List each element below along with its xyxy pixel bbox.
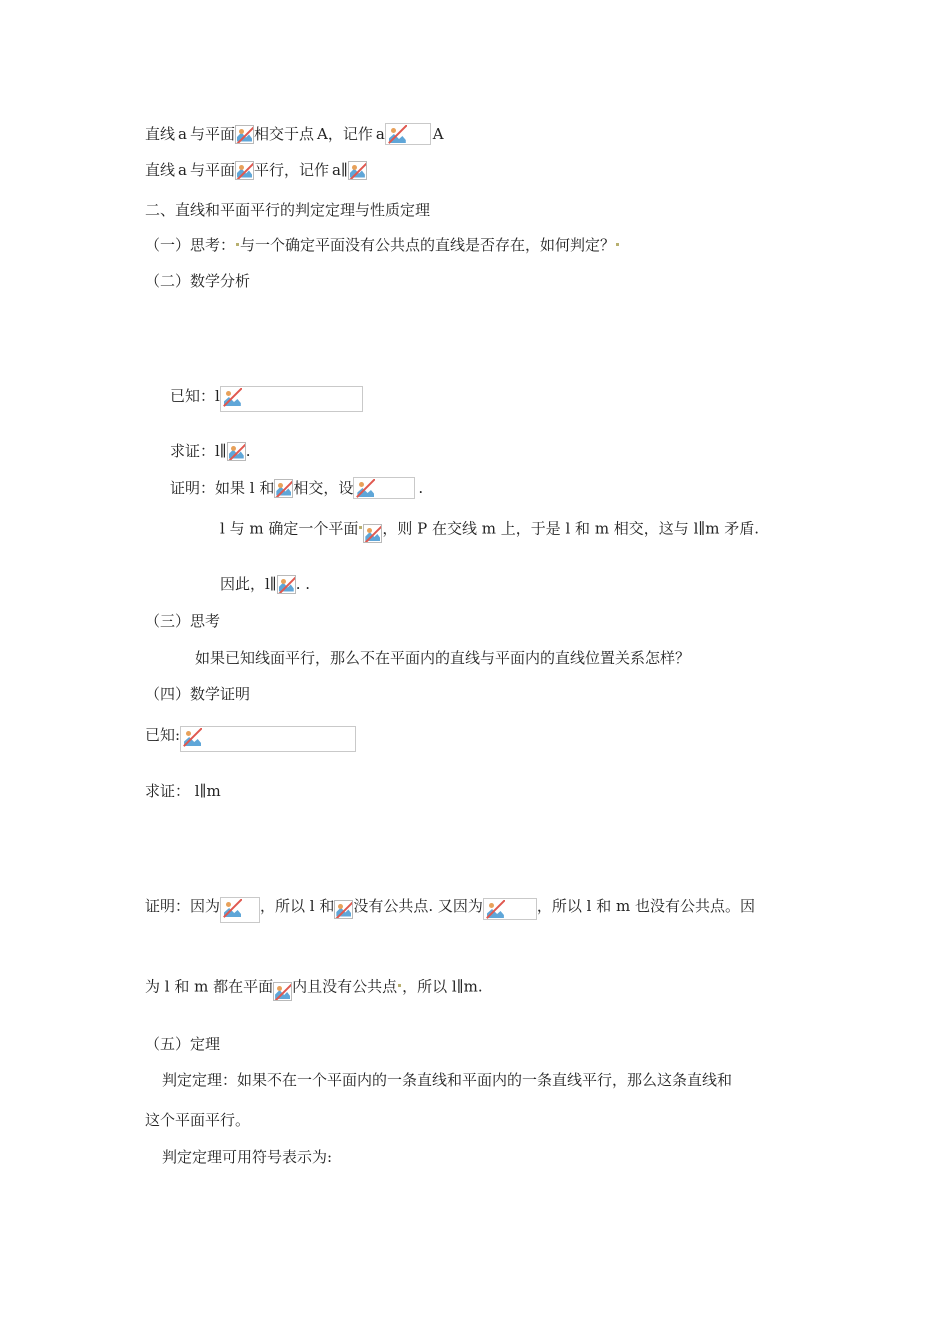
formula-image-box (220, 386, 363, 412)
broken-image-icon (277, 575, 296, 594)
text: a∥ (332, 161, 348, 179)
text: 与平面 (189, 125, 235, 143)
theorem-line (145, 1108, 250, 1130)
proof-text: 证明：如果 l 和 (170, 479, 275, 497)
text: a (178, 161, 187, 179)
text: . . (295, 575, 311, 593)
therefore-line (220, 572, 310, 594)
subsection-label: （三）思考 (145, 612, 221, 630)
line-intersect (145, 122, 444, 144)
subsection-label: （五）定理 (145, 1035, 221, 1053)
proof-line (145, 889, 756, 915)
proof-text: 因此，l∥ (220, 575, 277, 593)
text: a (178, 125, 187, 143)
broken-image-icon (388, 125, 407, 144)
formula-image-box (483, 898, 537, 920)
marker-dot (359, 526, 362, 529)
proof-line (220, 514, 759, 536)
broken-image-icon (235, 161, 254, 180)
text: A (432, 125, 444, 143)
text: 相交于点 (253, 125, 314, 143)
proof-line (170, 476, 423, 498)
proof-text: 内且没有公共点 (292, 977, 398, 996)
question-text: 如果已知线面平行，那么不在平面内的直线与平面内的直线位置关系怎样？ (195, 649, 691, 667)
formula-image-box (220, 897, 260, 923)
broken-image-icon (274, 479, 293, 498)
proof-text: 证明：因为 (145, 897, 221, 915)
subsection-label: （二）数学分析 (145, 272, 251, 290)
broken-image-icon (227, 442, 246, 461)
known-label: 已知：l (170, 387, 220, 405)
text: . (245, 442, 251, 460)
prove-line (145, 779, 221, 801)
proof-text: ，所以 l 和 (260, 897, 335, 915)
proof-text: 没有公共点. 又因为 (353, 897, 483, 915)
think-question (145, 233, 620, 255)
section-title: 二、直线和平面平行的判定定理与性质定理 (145, 201, 431, 219)
question-text: 与一个确定平面没有公共点的直线是否存在，如何判定？ (240, 236, 616, 254)
theorem-text: 判定定理：如果不在一个平面内的一条直线和平面内的一条直线平行，那么这条直线和 (162, 1071, 733, 1089)
line-parallel (145, 158, 367, 180)
prove-label: 求证：l∥ (170, 442, 227, 460)
proof-text: ，所以 l 和 m 也没有公共点。因 (536, 897, 756, 915)
broken-image-icon (334, 900, 353, 919)
text: . (418, 479, 424, 497)
subsection-analysis (145, 269, 250, 291)
proof-text: ，所以 l∥m. (402, 977, 483, 996)
subsection-proof (145, 682, 250, 704)
broken-image-icon (356, 479, 375, 498)
subsection-label: （四）数学证明 (145, 685, 251, 703)
proof-text: 为 l 和 m 都在平面 (145, 977, 274, 996)
text: a (375, 125, 385, 143)
broken-image-icon (223, 388, 242, 407)
formula-image-box (353, 477, 415, 499)
theorem-text: 这个平面平行。 (145, 1111, 251, 1129)
formula-image-box (180, 726, 356, 752)
text: 直线 (145, 161, 176, 179)
section-heading (145, 198, 430, 220)
subsection-think (145, 609, 220, 631)
marker-dot (398, 984, 401, 987)
known-label: 已知: (145, 726, 181, 744)
proof-line (145, 972, 483, 994)
text: A，记作 (317, 125, 373, 143)
proof-text: l 与 m 确定一个平面 (220, 519, 359, 538)
known-line (145, 718, 356, 744)
theorem-line (162, 1068, 732, 1090)
think-question (195, 646, 690, 668)
text: 平行，记作 (253, 161, 329, 179)
prove-line (170, 439, 251, 461)
prove-label: 求证： l∥m (145, 782, 221, 800)
theorem-line (162, 1145, 332, 1167)
proof-text: 相交，设 (293, 479, 354, 497)
marker-dot (236, 243, 239, 246)
formula-image-box (385, 123, 431, 145)
subsection-label: （一）思考： (145, 236, 236, 254)
theorem-text: 判定定理可用符号表示为: (162, 1148, 333, 1166)
subsection-theorem (145, 1032, 220, 1054)
broken-image-icon (348, 161, 367, 180)
broken-image-icon (486, 900, 505, 919)
broken-image-icon (363, 524, 382, 543)
text: 直线 (145, 125, 176, 143)
known-line (170, 380, 363, 405)
marker-dot (616, 243, 619, 246)
broken-image-icon (183, 728, 202, 747)
text: 与平面 (189, 161, 235, 179)
broken-image-icon (235, 125, 254, 144)
broken-image-icon (273, 982, 292, 1001)
broken-image-icon (223, 899, 242, 918)
proof-text: ，则 P 在交线 m 上，于是 l 和 m 相交，这与 l∥m 矛盾. (382, 519, 760, 538)
